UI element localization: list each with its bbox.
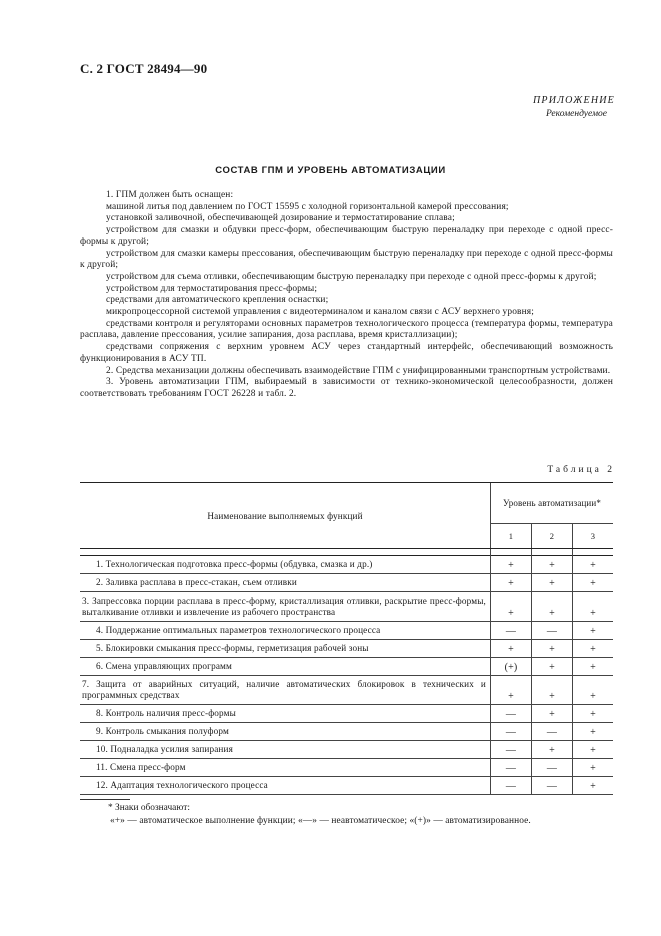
row-function-name: 12. Адаптация технологического процесса: [96, 780, 268, 790]
row-function-name: 2. Заливка расплава в пресс-стакан, съем отливки: [96, 577, 297, 587]
row-function-name: 4. Поддержание оптимальных параметров технологического процесса: [96, 625, 381, 635]
row-level-value: +: [491, 640, 532, 658]
row-level-value: +: [573, 705, 614, 723]
paragraph: 3. Уровень автоматизации ГПМ, выбираемый в зависимости от технико-экономической целесообразности, должен соответствовать требованиям ГОСТ 26228 и табл. 2.: [80, 377, 613, 399]
appendix-status: Рекомендуемое: [545, 109, 607, 119]
level-header-3: 3: [573, 524, 614, 549]
row-level-value: +: [532, 658, 573, 676]
table-label: Таблица 2: [547, 465, 615, 475]
row-level-value: +: [532, 592, 573, 622]
table-row: [80, 622, 613, 640]
table-row: [80, 741, 613, 759]
appendix-block: [533, 95, 615, 119]
row-function-name: 8. Контроль наличия пресс-формы: [96, 708, 236, 718]
row-level-value: +: [491, 574, 532, 592]
paragraph: устройством для смазки камеры прессования, обеспечивающим быструю переналадку при переходе с одной пресс-формы к другой;: [80, 248, 613, 271]
column-header-functions: Наименование выполняемых функций: [80, 483, 491, 549]
row-level-value: +: [491, 556, 532, 574]
level-header-1: 1: [491, 524, 532, 549]
row-level-value: +: [573, 658, 614, 676]
table-row: [80, 658, 613, 676]
row-level-value: +: [573, 759, 614, 777]
level-header-2: 2: [532, 524, 573, 549]
paragraph: средствами контроля и регуляторами основных параметров технологического процесса (температура формы, температура расплава, давление прессования, усилие запирания, доза расплава, время кристаллизации);: [80, 318, 613, 341]
row-level-value: —: [532, 777, 573, 795]
row-level-value: —: [491, 622, 532, 640]
paragraph: машиной литья под давлением по ГОСТ 15595 с холодной горизонтальной камерой прессования;: [106, 201, 509, 212]
row-level-value: +: [573, 622, 614, 640]
table-row: [80, 777, 613, 795]
row-level-value: —: [491, 723, 532, 741]
row-level-value: +: [532, 676, 573, 705]
paragraph: 1. ГПМ должен быть оснащен:: [106, 190, 234, 200]
row-level-value: +: [573, 741, 614, 759]
row-level-value: —: [532, 723, 573, 741]
row-level-value: —: [532, 759, 573, 777]
table-row: [80, 574, 613, 592]
table-row: [80, 723, 613, 741]
table-row: [80, 640, 613, 658]
row-level-value: +: [573, 723, 614, 741]
row-level-value: +: [532, 574, 573, 592]
row-level-value: +: [532, 705, 573, 723]
paragraph: средствами сопряжения с верхним уровнем АСУ через стандартный интерфейс, обеспечивающий возможность функционирования в АСУ ТП.: [80, 342, 613, 364]
paragraph: микропроцессорной системой управления с видеотерминалом и каналом связи с АСУ верхнего уровня;: [106, 307, 534, 318]
paragraph: устройством для термостатирования пресс-формы;: [106, 283, 318, 294]
row-level-value: —: [491, 759, 532, 777]
row-level-value: +: [573, 777, 614, 795]
row-level-value: +: [573, 556, 614, 574]
row-level-value: +: [573, 676, 614, 705]
paragraph: устройством для смазки и обдувки пресс-форм, обеспечивающим быструю переналадку при переходе с одной пресс-формы к другой;: [80, 225, 613, 247]
page-header: С. 2 ГОСТ 28494—90: [80, 61, 208, 76]
row-function-name: 9. Контроль смыкания полуформ: [96, 726, 229, 736]
paragraph: 2. Средства механизации должны обеспечивать взаимодействие ГПМ с унифицированными транспортным устройствами.: [106, 365, 611, 376]
column-header-level: Уровень автоматизации*: [491, 483, 614, 524]
footnote: [80, 799, 620, 828]
row-level-value: —: [532, 622, 573, 640]
row-level-value: —: [491, 777, 532, 795]
row-level-value: (+): [491, 658, 532, 676]
section-title: СОСТАВ ГПМ И УРОВЕНЬ АВТОМАТИЗАЦИИ: [215, 165, 446, 176]
table-row: [80, 705, 613, 723]
row-level-value: +: [491, 676, 532, 705]
row-function-name: 7. Защита от аварийных ситуаций, наличие автоматических блокировок в технических и программных средствах: [82, 679, 486, 700]
paragraph: средствами для автоматического крепления оснастки;: [106, 295, 329, 306]
appendix-label: ПРИЛОЖЕНИЕ: [533, 95, 615, 106]
body-text: [80, 190, 613, 401]
row-level-value: —: [491, 705, 532, 723]
row-level-value: +: [491, 592, 532, 622]
row-function-name: 10. Подналадка усилия запирания: [96, 744, 233, 754]
row-function-name: 1. Технологическая подготовка пресс-формы (обдувка, смазка и др.): [96, 559, 373, 569]
table-row: [80, 759, 613, 777]
row-level-value: +: [532, 640, 573, 658]
row-level-value: +: [573, 574, 614, 592]
row-function-name: 3. Запрессовка порции расплава в пресс-форму, кристаллизация отливки, раскрытие пресс-формы, выталкивание отливки и извлечение из рабочего пространства: [82, 595, 486, 617]
row-level-value: —: [491, 741, 532, 759]
row-level-value: +: [573, 640, 614, 658]
table-row: [80, 592, 613, 622]
row-function-name: 5. Блокировки смыкания пресс-формы, герметизация рабочей зоны: [96, 643, 369, 653]
footnote-line-2: «+» — автоматическое выполнение функции; «—» — неавтоматическое; «(+)» — автоматизированное.: [110, 816, 531, 826]
row-level-value: +: [573, 592, 614, 622]
automation-table: [80, 482, 613, 795]
row-level-value: +: [532, 556, 573, 574]
row-function-name: 11. Смена пресс-форм: [96, 762, 186, 772]
row-level-value: +: [532, 741, 573, 759]
row-function-name: 6. Смена управляющих программ: [96, 661, 232, 671]
paragraph: устройством для съема отливки, обеспечивающим быструю переналадку при переходе с одной пресс-формы к другой;: [106, 271, 597, 282]
paragraph: установкой заливочной, обеспечивающей дозирование и термостатирование сплава;: [106, 213, 455, 224]
footnote-line-1: * Знаки обозначают:: [108, 803, 190, 813]
table-row: [80, 676, 613, 705]
table-row: [80, 556, 613, 574]
